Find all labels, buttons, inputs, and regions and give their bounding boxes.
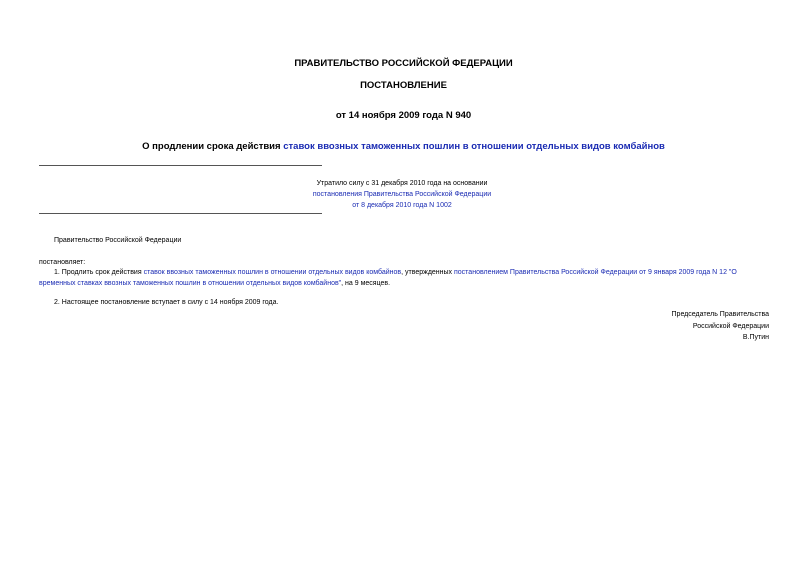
- signature-block: [672, 309, 769, 344]
- item-2-paragraph: 2. Настоящее постановление вступает в силу с 14 ноября 2009 года.: [54, 299, 279, 306]
- signature-organization: Российской Федерации: [692, 322, 769, 330]
- signature-name: В.Путин: [742, 334, 769, 341]
- resolves-text: постановляет:: [39, 259, 86, 266]
- item-1-suffix: , на 9 месяцев.: [341, 280, 391, 287]
- status-note-link-date[interactable]: от 8 декабря 2010 года N 1002: [352, 202, 452, 209]
- item-1-prefix: 1. Продлить срок действия: [54, 269, 144, 276]
- item-1-middle: , утвержденных: [401, 269, 454, 276]
- document-title-link[interactable]: ставок ввозных таможенных пошлин в отношении отдельных видов комбайнов: [283, 141, 665, 152]
- document-date-number: от 14 ноября 2009 года N 940: [335, 110, 472, 121]
- signature-title: Председатель Правительства: [671, 311, 769, 318]
- top-divider: [39, 165, 322, 166]
- item-1-rates-link[interactable]: ставок ввозных таможенных пошлин в отношении отдельных видов комбайнов: [143, 269, 402, 276]
- bottom-divider: [39, 213, 322, 214]
- preamble-text: Правительство Российской Федерации: [54, 237, 182, 244]
- government-heading: ПРАВИТЕЛЬСТВО РОССИЙСКОЙ ФЕДЕРАЦИИ: [294, 58, 513, 69]
- document-title-prefix: О продлении срока действия: [142, 141, 284, 152]
- status-note-link-resolution[interactable]: постановления Правительства Российской Федерации: [312, 191, 492, 198]
- document-type-heading: ПОСТАНОВЛЕНИЕ: [360, 80, 447, 91]
- item-1-paragraph: [39, 267, 769, 289]
- item-1-resolution-link[interactable]: постановлением Правительства Российской Федерации от 9 января 2009 года N 12 "О временных ставках ввозных таможенных пошлин в отношении отдельных видов комбайнов": [39, 269, 737, 287]
- document-title: [0, 141, 807, 152]
- status-note-text: Утратило силу с 31 декабря 2010 года на основании: [316, 180, 488, 187]
- status-note: [300, 178, 504, 211]
